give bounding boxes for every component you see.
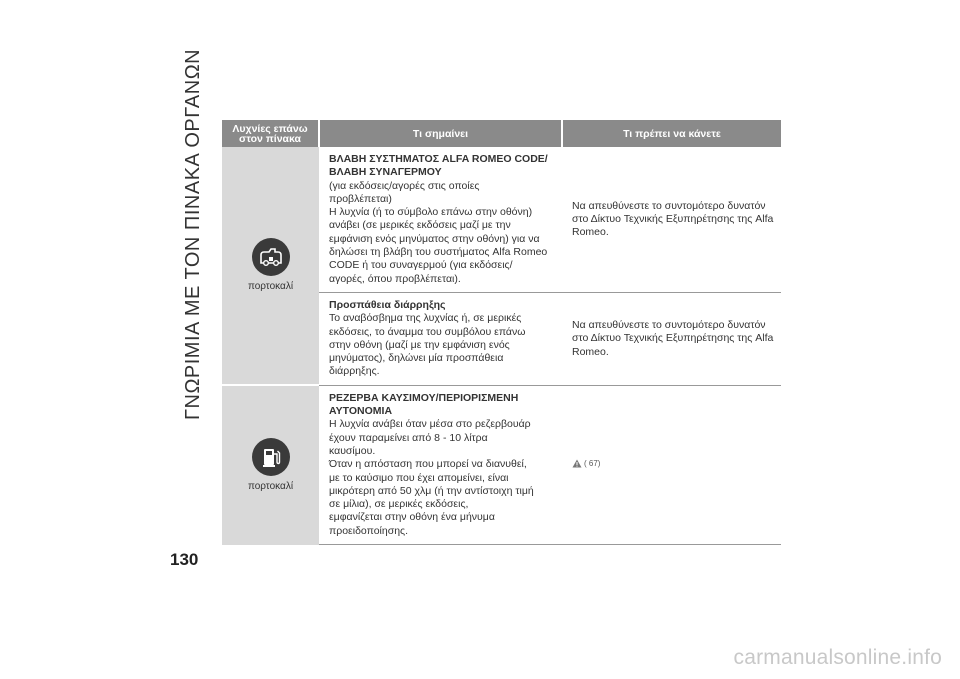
- action-cell: [562, 292, 781, 385]
- warning-reference: [572, 457, 600, 470]
- meaning-cell: [319, 292, 562, 385]
- light-cell: [222, 385, 319, 544]
- action-cell: [562, 385, 781, 544]
- light-cell: [222, 147, 319, 385]
- chapter-title-text: ΓΝΩΡΙΜΙΑ ΜΕ ΤΟΝ ΠΙΝΑΚΑ ΟΡΓΑΝΩΝ: [182, 48, 204, 420]
- table-row: [222, 147, 781, 292]
- reference-text: ( 67): [584, 459, 601, 469]
- page-number: 130: [170, 550, 199, 569]
- meaning-cell: [319, 385, 562, 544]
- watermark-text[interactable]: carmanualsonline.info: [733, 646, 942, 669]
- alarm-system-warning-icon: [252, 238, 290, 276]
- meaning-body: (για εκδόσεις/αγορές στις οποίες προβλέπεται) Η λυχνία (ή το σύμβολο επάνω στην οθόνη) ανάβει (σε μερικές εκδόσεις μαζί με την εμφάνιση ενός μηνύματος στην οθόνη) για να δηλώσει τη βλάβη του συστήματος Alfa Romeo CODE ή του συναγερμού (για εκδόσεις/ αγορές, όπου προβλέπεται).: [329, 179, 548, 285]
- action-text: Να απευθύνεστε το συντομότερο δυνατόν στο Δίκτυο Τεχνικής Εξυπηρέτησης της Alfa Romeo.: [572, 199, 774, 239]
- fuel-pump-icon: [252, 438, 290, 476]
- meaning-cell: [319, 147, 562, 292]
- color-label: πορτοκαλί: [247, 280, 294, 292]
- color-label: πορτοκαλί: [247, 480, 294, 492]
- action-text: Να απευθύνεστε το συντομότερο δυνατόν στο Δίκτυο Τεχνικής Εξυπηρέτησης της Alfa Romeo.: [572, 318, 774, 358]
- table-row: [222, 385, 781, 544]
- warning-triangle-icon: [572, 459, 582, 468]
- action-cell: [562, 147, 781, 292]
- meaning-title: ΡΕΖΕΡΒΑ ΚΑΥΣΙΜΟΥ/ΠΕΡΙΟΡΙΣΜΕΝΗ ΑΥΤΟΝΟΜΙΑ: [329, 391, 519, 418]
- header-meaning: Τι σημαίνει: [319, 120, 562, 147]
- header-light: Λυχνίες επάνω στον πίνακα: [222, 120, 319, 147]
- table-header-row: [222, 120, 781, 147]
- meaning-body: Το αναβόσβημα της λυχνίας ή, σε μερικές εκδόσεις, το άναμμα του συμβόλου επάνω στην οθόνη (μαζί με την εμφάνιση ενός μηνύματος), δηλώνει μία προσπάθεια διάρρηξης.: [329, 312, 526, 378]
- meaning-body: Η λυχνία ανάβει όταν μέσα στο ρεζερβουάρ έχουν παραμείνει από 8 - 10 λίτρα καυσίμου. Όταν η απόσταση που μπορεί να διανυθεί, με το καύσιμο που έχει απομείνει, είναι μικρότερη από 50 χλμ (ή την αντίστοιχη τιμή σε μίλια), σε μερικές εκδόσεις, εμφανίζεται στην οθόνη ένα μήνυμα προειδοποίησης.: [329, 418, 534, 537]
- warning-lights-table: [222, 120, 781, 545]
- meaning-title: Προσπάθεια διάρρηξης: [329, 298, 446, 311]
- meaning-title: ΒΛΑΒΗ ΣΥΣΤΗΜΑΤΟΣ ALFA ROMEO CODE/ ΒΛΑΒΗ ΣΥΝΑΓΕΡΜΟΥ: [329, 153, 548, 179]
- header-action: Τι πρέπει να κάνετε: [562, 120, 781, 147]
